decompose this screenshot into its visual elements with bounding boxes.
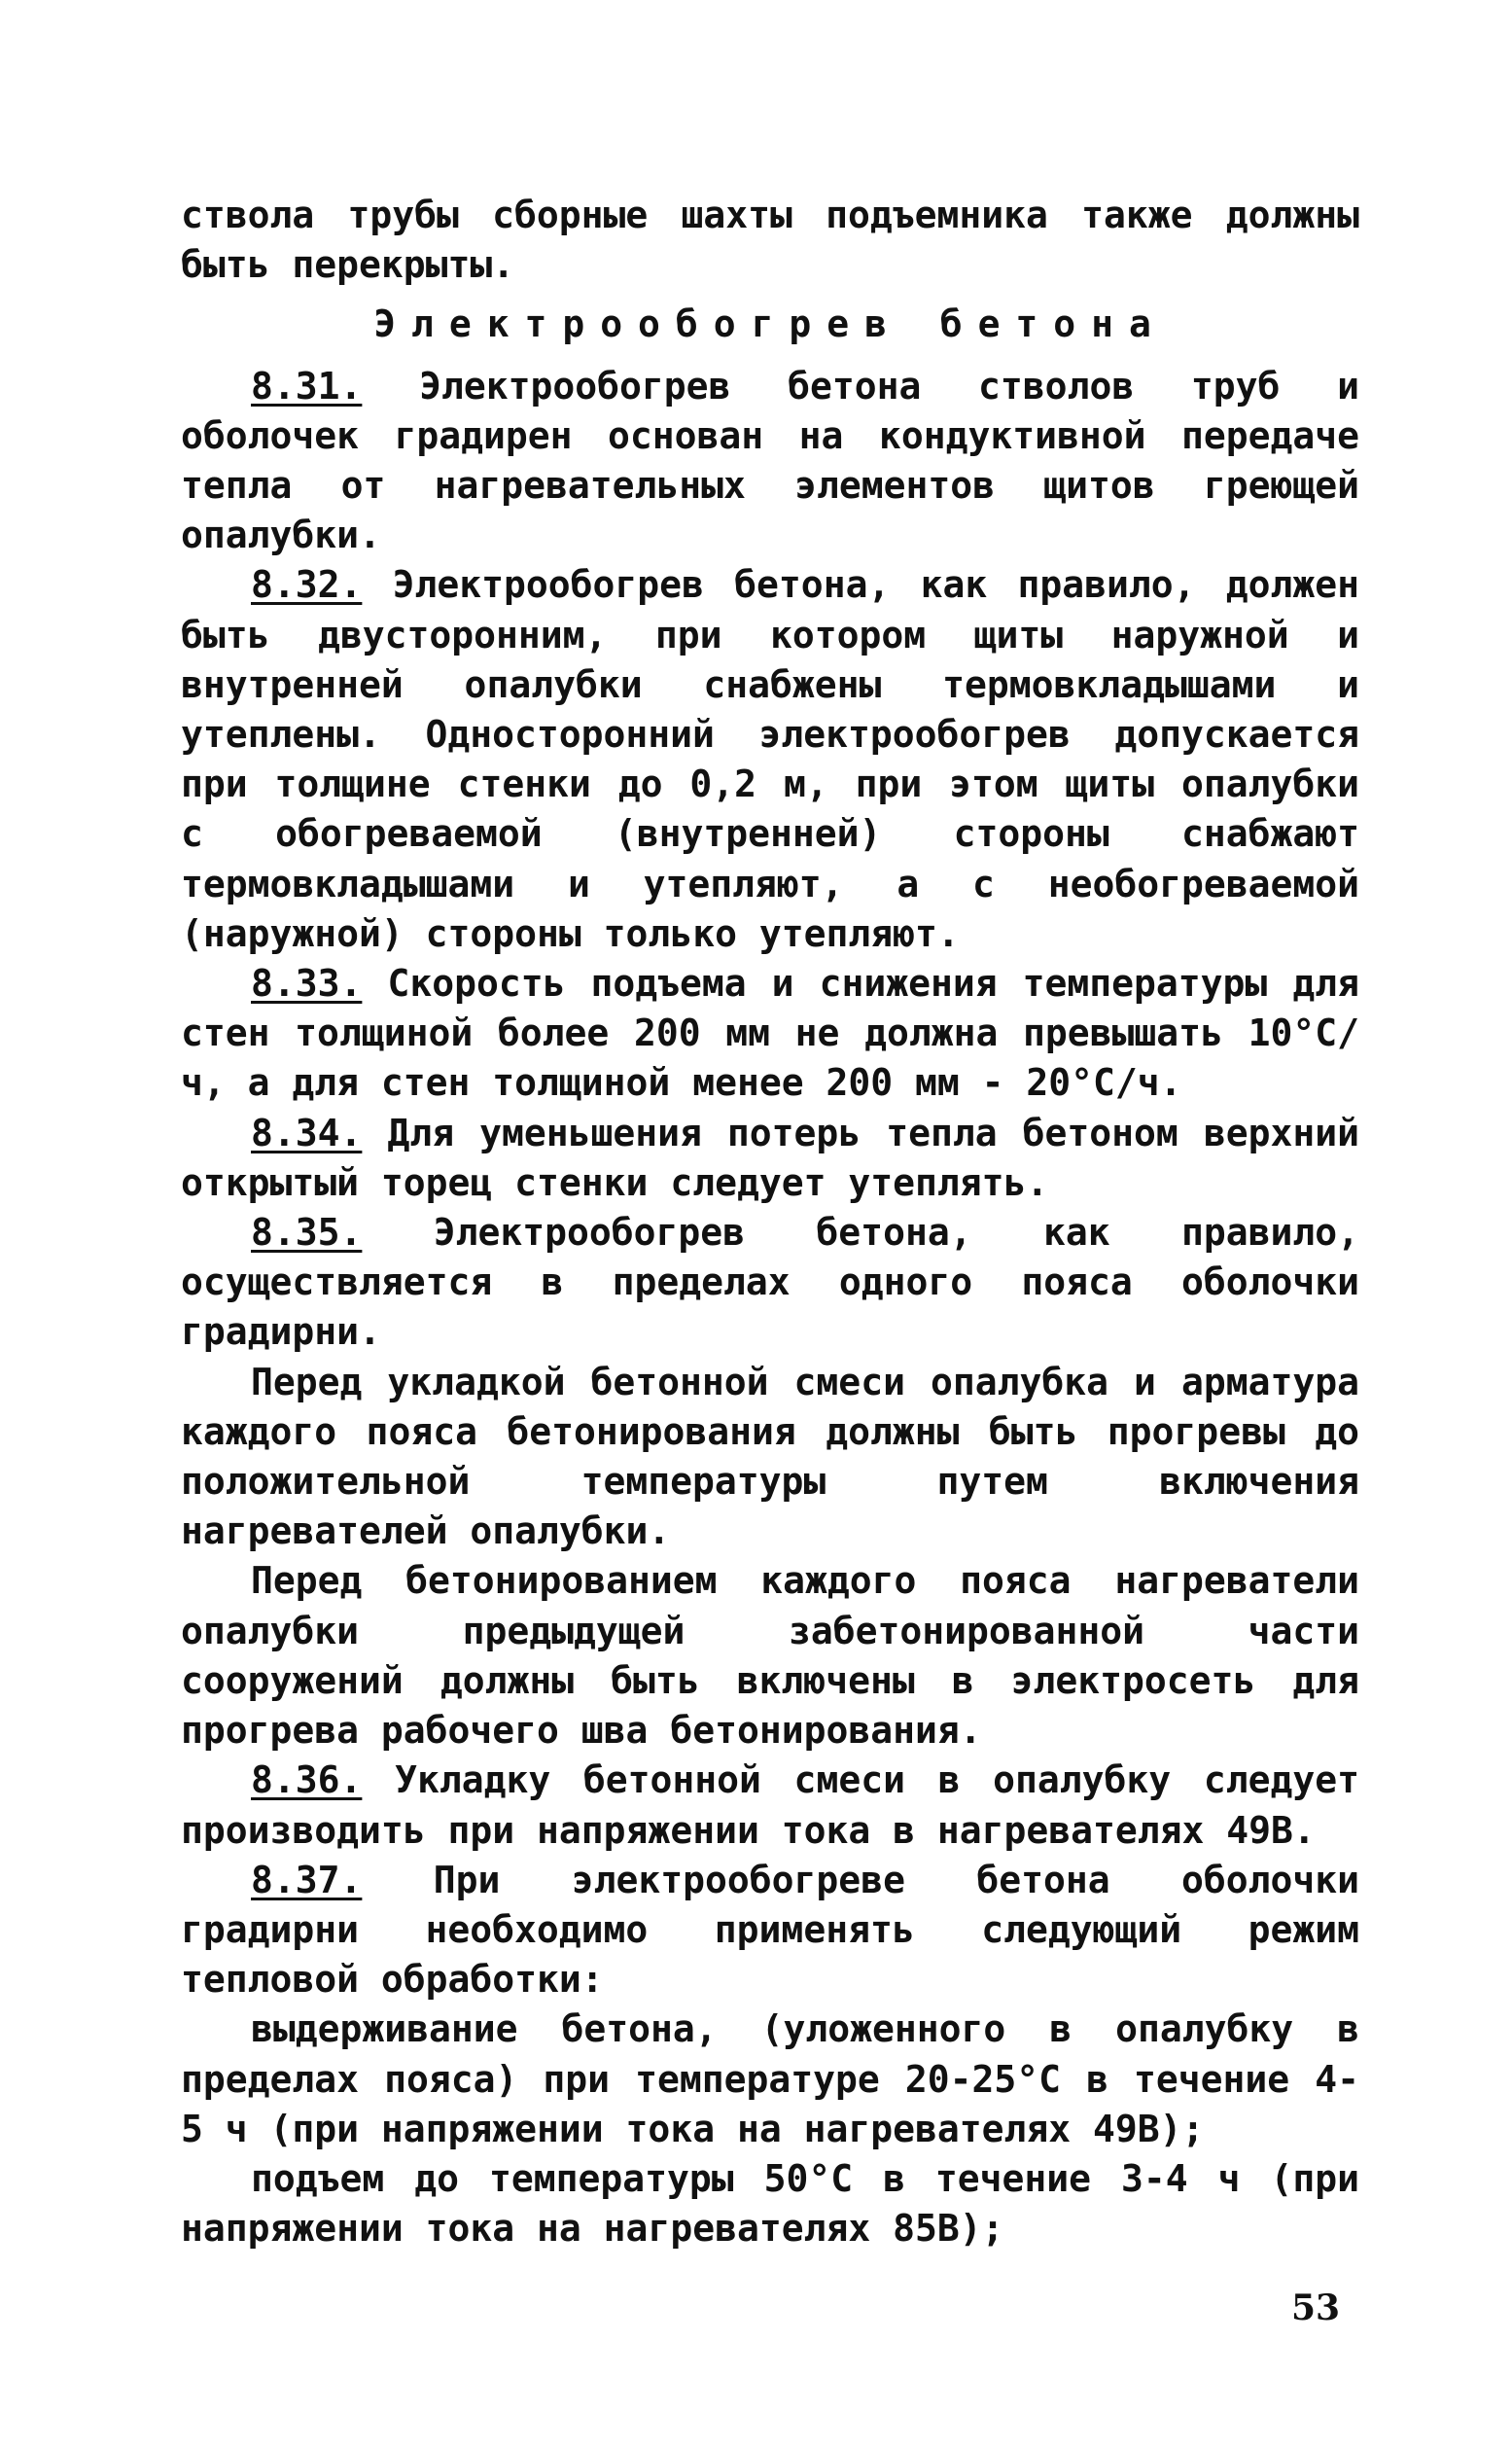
section-heading: Электрообогрев бетона [373, 302, 1167, 346]
clause-number: 8.34. [251, 1111, 363, 1154]
clause-number: 8.31. [251, 364, 363, 408]
clause-number: 8.36. [251, 1758, 363, 1802]
clause-number: 8.37. [251, 1858, 363, 1901]
clause-8-31 [181, 362, 1359, 561]
clause-8-34 [181, 1109, 1359, 1208]
regime-item-holding: выдерживание бетона, (уложенного в опалубку в пределах пояса) при температуре 20-25°С в течение 4-5 ч (при напряжении тока на нагревателях 49В); [181, 2007, 1359, 2150]
clause-8-37 [181, 1856, 1359, 2005]
clause-8-36 [181, 1756, 1359, 1855]
paragraph-joint-heating: Перед бетонированием каждого пояса нагреватели опалубки предыдущей забетонированной части сооружений должны быть включены в электросеть для прогрева рабочего шва бетонирования. [181, 1559, 1359, 1753]
clause-number: 8.32. [251, 563, 363, 607]
clause-text: Укладку бетонной смеси в опалубку следует производить при напряжении тока в нагревателях 49В. [181, 1758, 1359, 1852]
clause-number: 8.33. [251, 962, 363, 1006]
clause-text: Электрообогрев бетона стволов труб и оболочек градирен основан на кондуктивной передаче тепла от нагревательных элементов щитов греющей опалубки. [181, 364, 1359, 557]
regime-item-rise: подъем до температуры 50°С в течение 3-4 ч (при напряжении тока на нагревателях 85В); [181, 2156, 1359, 2251]
paragraph-formwork-heating: Перед укладкой бетонной смеси опалубка и арматура каждого пояса бетонирования должны быть прогревы до положительной температуры путем включения нагревателей опалубки. [181, 1360, 1359, 1553]
clause-8-32 [181, 560, 1359, 959]
page-number: 53 [1291, 2288, 1341, 2328]
document-body [181, 191, 1359, 2253]
clause-text: Для уменьшения потерь тепла бетоном верхний открытый торец стенки следует утеплять. [181, 1111, 1359, 1204]
clause-text: Электрообогрев бетона, как правило, осуществляется в пределах одного пояса оболочки градирни. [181, 1211, 1359, 1354]
clause-text: Электрообогрев бетона, как правило, должен быть двусторонним, при котором щиты наружной и внутренней опалубки снабжены термовкладышами и утеплены. Односторонний электрообогрев допускается при толщине стенки до 0,2 м, при этом щиты опалубки с обогреваемой (внутренней) стороны снабжают термовкладышами и утепляют, а с необогреваемой (наружной) стороны только утепляют. [181, 563, 1359, 955]
clause-8-35 [181, 1208, 1359, 1358]
clause-8-33 [181, 959, 1359, 1109]
clause-number: 8.35. [251, 1211, 363, 1255]
intro-paragraph: ствола трубы сборные шахты подъемника также должны быть перекрыты. [181, 194, 1359, 287]
clause-text: Скорость подъема и снижения температуры для стен толщиной более 200 мм не должна превышать 10°С/ч, а для стен толщиной менее 200 мм - 20°С/ч. [181, 962, 1359, 1105]
clause-text: При электрообогреве бетона оболочки градирни необходимо применять следующий режим тепловой обработки: [181, 1858, 1359, 2002]
